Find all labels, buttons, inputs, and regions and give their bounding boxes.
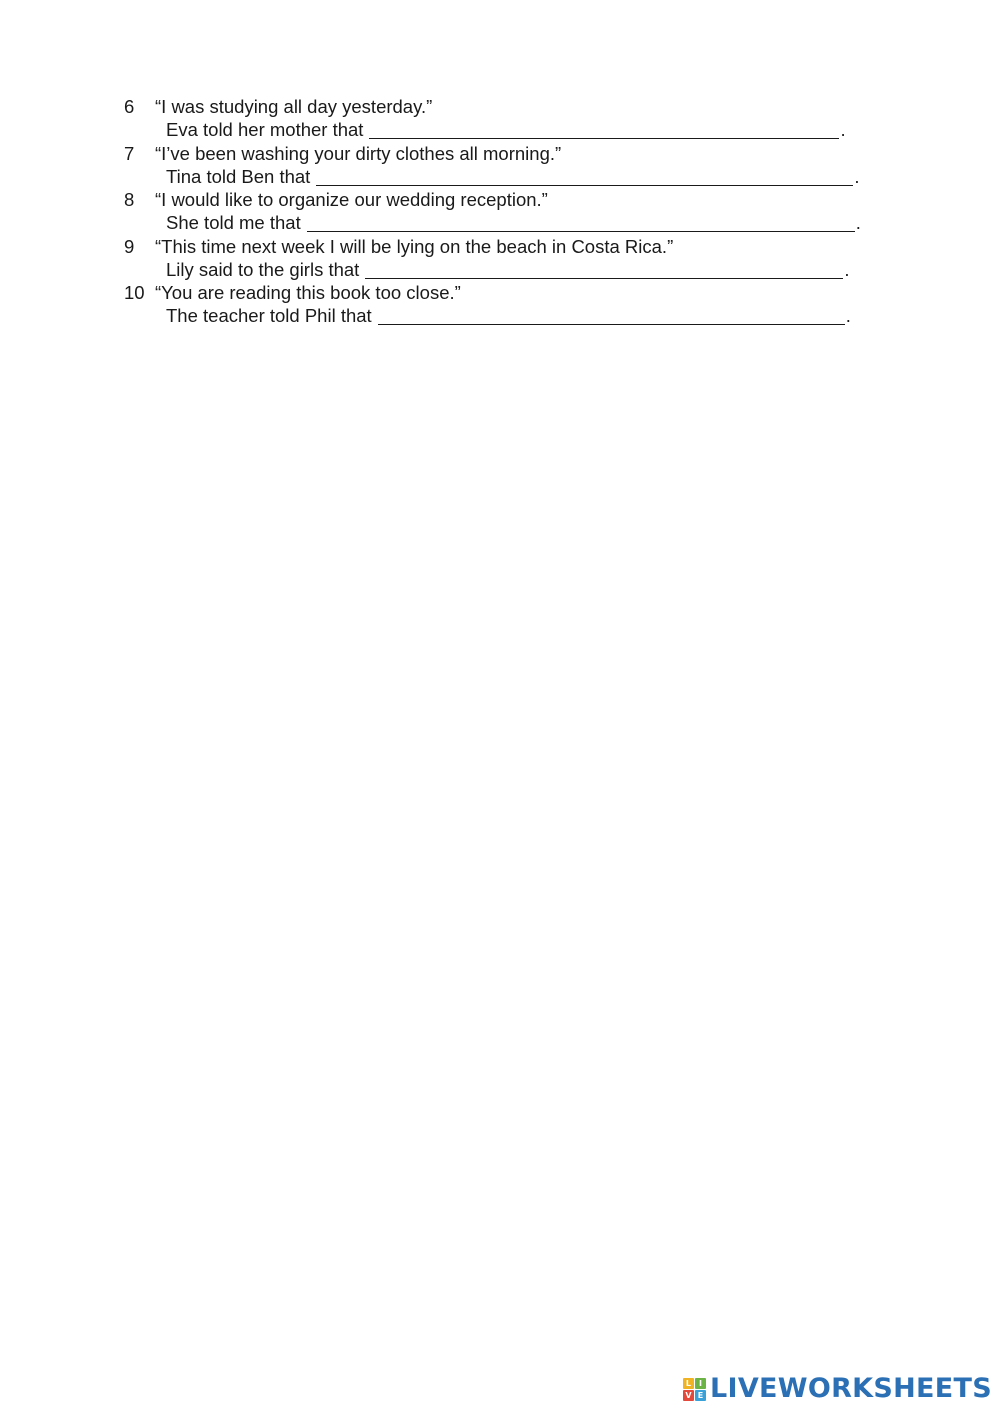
direct-speech-quote: “I would like to organize our wedding reception.” (155, 189, 548, 210)
direct-speech-quote: “This time next week I will be lying on the beach in Costa Rica.” (155, 236, 674, 257)
reported-speech-prompt: Lily said to the girls that (166, 259, 360, 280)
logo-text: LIVEWORKSHEETS (709, 1373, 992, 1404)
item-number: 8 (124, 189, 135, 210)
reported-speech-prompt: Eva told her mother that (166, 119, 364, 140)
exercise-item-6 (0, 95, 1000, 142)
sentence-period: . (845, 305, 851, 326)
answer-line (166, 304, 851, 327)
answer-line (166, 165, 859, 188)
answer-blank[interactable] (307, 212, 855, 232)
answer-blank[interactable] (365, 259, 843, 279)
item-number: 6 (124, 96, 135, 117)
sentence-period: . (840, 119, 846, 140)
exercise-item-10 (0, 281, 1000, 328)
answer-line (166, 211, 861, 234)
item-number: 10 (124, 282, 145, 303)
logo-letter-i: I (695, 1378, 706, 1389)
sentence-period: . (844, 259, 850, 280)
item-number: 7 (124, 143, 135, 164)
exercise-item-8 (0, 188, 1000, 235)
logo-letter-v: V (683, 1390, 694, 1401)
liveworksheets-logo[interactable] (683, 1375, 992, 1403)
direct-speech-quote: “I’ve been washing your dirty clothes all morning.” (155, 143, 562, 164)
reported-speech-prompt: The teacher told Phil that (166, 305, 372, 326)
logo-letter-e: E (695, 1390, 706, 1401)
direct-speech-quote: “You are reading this book too close.” (155, 282, 461, 303)
liveworksheets-logo-icon (683, 1378, 706, 1401)
item-number: 9 (124, 236, 135, 257)
exercise-item-7 (0, 142, 1000, 189)
answer-line (166, 118, 846, 141)
reported-speech-prompt: Tina told Ben that (166, 166, 311, 187)
answer-blank[interactable] (378, 305, 845, 325)
exercise-item-9 (0, 235, 1000, 282)
sentence-period: . (855, 212, 861, 233)
answer-blank[interactable] (316, 166, 853, 186)
answer-blank[interactable] (369, 119, 839, 139)
logo-letter-l: L (683, 1378, 694, 1389)
answer-line (166, 258, 849, 281)
sentence-period: . (854, 166, 860, 187)
direct-speech-quote: “I was studying all day yesterday.” (155, 96, 433, 117)
reported-speech-prompt: She told me that (166, 212, 301, 233)
